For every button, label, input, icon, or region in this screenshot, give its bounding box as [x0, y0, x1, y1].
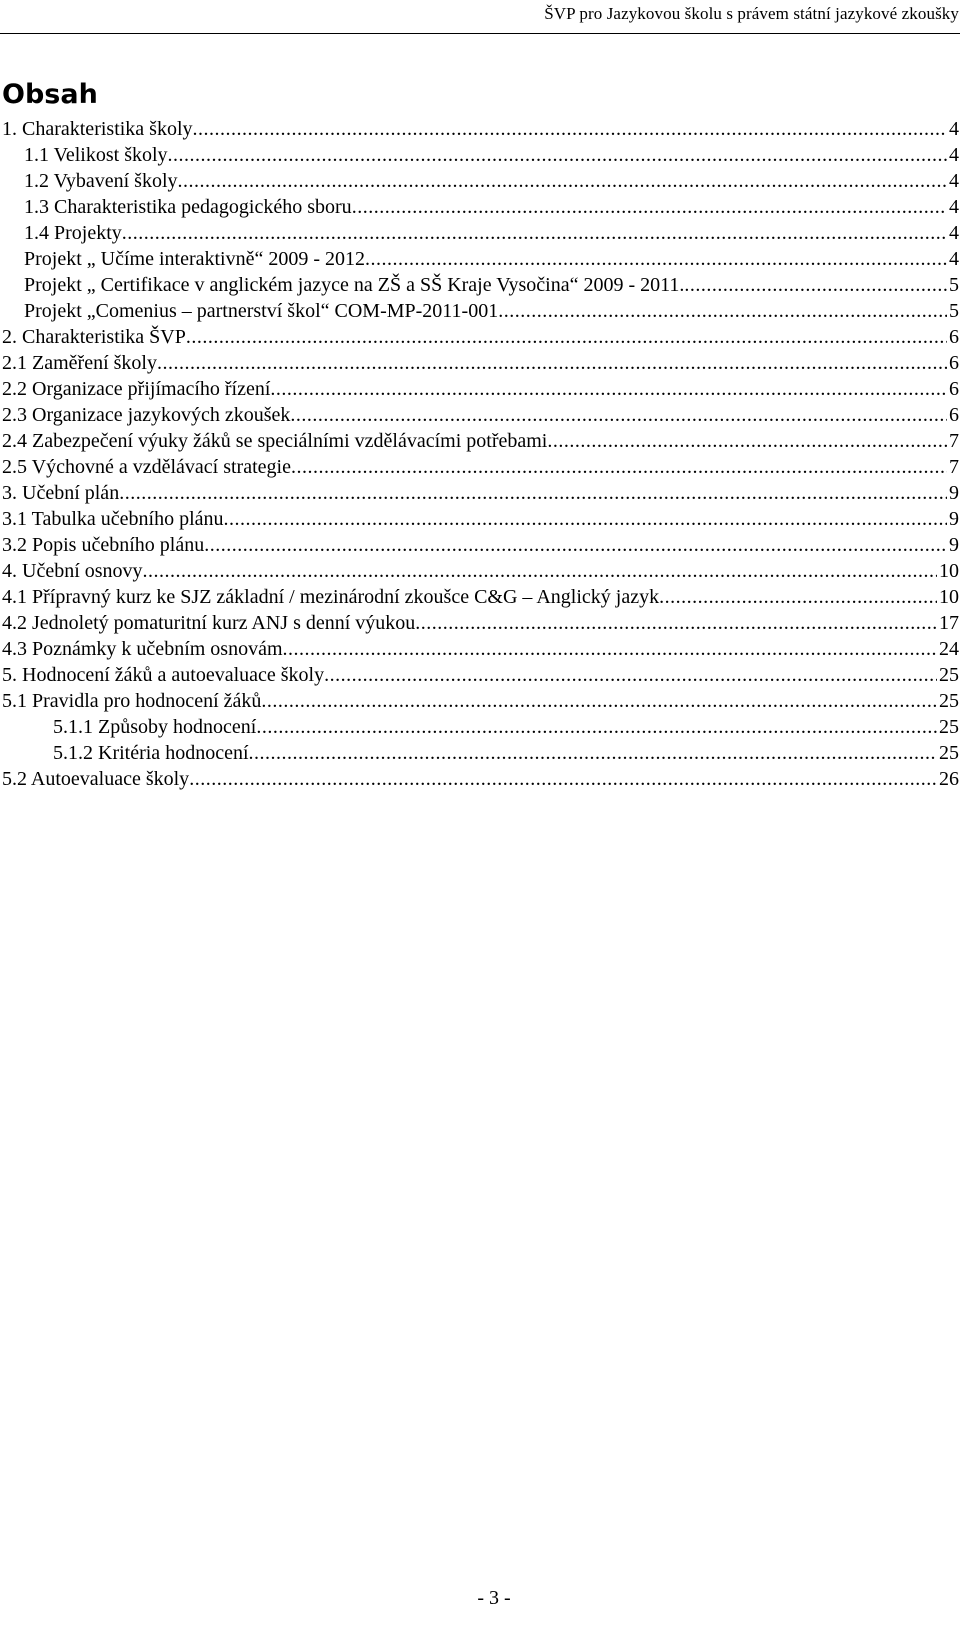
toc-entry[interactable]: [0, 324, 960, 350]
toc-entry-label: Projekt „Comenius – partnerství škol“ COM-MP-2011-001: [24, 300, 499, 322]
dot-leader: [684, 272, 947, 298]
toc-entry-label: 2.1 Zaměření školy: [2, 352, 157, 374]
toc-entry-page: 4: [949, 248, 959, 270]
toc-entry[interactable]: [0, 402, 960, 428]
toc-entry-label: 5. Hodnocení žáků a autoevaluace školy: [2, 664, 325, 686]
page-number: - 3 -: [477, 1587, 511, 1609]
toc-entry-label: 1.3 Charakteristika pedagogického sboru: [24, 196, 352, 218]
toc-entry-label: 3.2 Popis učebního plánu: [2, 534, 205, 556]
toc-entry[interactable]: [0, 766, 960, 792]
toc-entry-label: 3.1 Tabulka učebního plánu: [2, 508, 224, 530]
toc-entry-label: 2. Charakteristika ŠVP: [2, 326, 186, 348]
toc-entry[interactable]: [0, 194, 960, 220]
toc-entry[interactable]: [0, 558, 960, 584]
toc-entry-page: 4: [949, 196, 959, 218]
running-header: ŠVP pro Jazykovou školu s právem státní jazykové zkoušky: [544, 4, 959, 23]
dot-leader: [270, 376, 947, 402]
toc-entry-page: 9: [949, 482, 959, 504]
toc-entry-page: 25: [939, 664, 959, 686]
toc-title: Obsah: [2, 79, 98, 110]
toc-entry[interactable]: [0, 220, 960, 246]
toc-entry-page: 10: [939, 560, 959, 582]
toc-entry[interactable]: [0, 272, 960, 298]
toc-entry-label: 4.1 Přípravný kurz ke SJZ základní / mezinárodní zkoušce C&G – Anglický jazyk: [2, 586, 660, 608]
toc-entry-label: 3. Učební plán: [2, 482, 120, 504]
table-of-contents: [0, 116, 960, 792]
toc-entry-label: Projekt „ Certifikace v anglickém jazyce na ZŠ a SŠ Kraje Vysočina“ 2009 - 2011.: [24, 274, 685, 296]
toc-entry[interactable]: [0, 584, 960, 610]
toc-entry-label: 1.4 Projekty: [24, 222, 122, 244]
toc-entry[interactable]: [0, 298, 960, 324]
toc-entry-page: 4: [949, 144, 959, 166]
dot-leader: [283, 636, 937, 662]
toc-entry-page: 26: [939, 768, 959, 790]
toc-entry[interactable]: [0, 142, 960, 168]
toc-entry[interactable]: [0, 428, 960, 454]
toc-entry-page: 6: [949, 326, 959, 348]
dot-leader: [157, 350, 947, 376]
dot-leader: [261, 688, 937, 714]
dot-leader: [186, 324, 947, 350]
toc-entry[interactable]: [0, 740, 960, 766]
toc-entry-page: 6: [949, 404, 959, 426]
dot-leader: [168, 142, 947, 168]
dot-leader: [143, 558, 937, 584]
toc-entry-label: 5.1.2 Kritéria hodnocení: [53, 742, 249, 764]
toc-entry-page: 9: [949, 508, 959, 530]
toc-entry-page: 25: [939, 716, 959, 738]
dot-leader: [193, 116, 947, 142]
toc-entry-page: 4: [949, 170, 959, 192]
toc-entry-label: 1.1 Velikost školy: [24, 144, 168, 166]
toc-entry-page: 10: [939, 586, 959, 608]
toc-entry-page: 7: [949, 430, 959, 452]
toc-entry[interactable]: [0, 246, 960, 272]
toc-entry-label: Projekt „ Učíme interaktivně“ 2009 - 2012: [24, 248, 366, 270]
toc-entry-label: 4.2 Jednoletý pomaturitní kurz ANJ s denní výukou: [2, 612, 416, 634]
toc-entry[interactable]: [0, 688, 960, 714]
toc-entry-page: 17: [939, 612, 959, 634]
toc-entry-page: 4: [949, 222, 959, 244]
header-rule: [0, 33, 960, 34]
toc-entry-page: 7: [949, 456, 959, 478]
dot-leader: [324, 662, 937, 688]
toc-entry-page: 6: [949, 352, 959, 374]
dot-leader: [290, 402, 947, 428]
toc-entry[interactable]: [0, 376, 960, 402]
toc-entry-label: 4. Učební osnovy: [2, 560, 143, 582]
toc-entry-page: 6: [949, 378, 959, 400]
dot-leader: [178, 168, 947, 194]
toc-entry-label: 2.4 Zabezpečení výuky žáků se speciálními vzdělávacími potřebami: [2, 430, 548, 452]
toc-entry-page: 4: [949, 118, 959, 140]
dot-leader: [547, 428, 947, 454]
toc-entry[interactable]: [0, 662, 960, 688]
toc-entry[interactable]: [0, 480, 960, 506]
toc-entry-label: 2.3 Organizace jazykových zkoušek: [2, 404, 291, 426]
dot-leader: [122, 220, 947, 246]
toc-entry[interactable]: [0, 506, 960, 532]
dot-leader: [415, 610, 937, 636]
toc-entry[interactable]: [0, 636, 960, 662]
dot-leader: [119, 480, 947, 506]
toc-entry-page: 25: [939, 690, 959, 712]
dot-leader: [498, 298, 947, 324]
dot-leader: [291, 454, 947, 480]
toc-entry-page: 5: [949, 274, 959, 296]
toc-entry-label: 1.2 Vybavení školy: [24, 170, 178, 192]
toc-entry[interactable]: [0, 532, 960, 558]
dot-leader: [189, 766, 937, 792]
dot-leader: [659, 584, 937, 610]
toc-entry[interactable]: [0, 454, 960, 480]
dot-leader: [365, 246, 947, 272]
toc-entry-label: 1. Charakteristika školy: [2, 118, 193, 140]
toc-entry-label: 2.2 Organizace přijímacího řízení: [2, 378, 271, 400]
toc-entry-page: 25: [939, 742, 959, 764]
toc-entry[interactable]: [0, 610, 960, 636]
toc-entry-label: 5.1.1 Způsoby hodnocení: [53, 716, 257, 738]
toc-entry[interactable]: [0, 116, 960, 142]
toc-entry[interactable]: [0, 168, 960, 194]
toc-entry-page: 9: [949, 534, 959, 556]
toc-entry-label: 4.3 Poznámky k učebním osnovám: [2, 638, 283, 660]
dot-leader: [249, 740, 938, 766]
dot-leader: [204, 532, 947, 558]
dot-leader: [352, 194, 947, 220]
dot-leader: [224, 506, 947, 532]
toc-entry-page: 5: [949, 300, 959, 322]
toc-entry-label: 5.2 Autoevaluace školy: [2, 768, 190, 790]
toc-entry-label: 2.5 Výchovné a vzdělávací strategie: [2, 456, 291, 478]
toc-entry-label: 5.1 Pravidla pro hodnocení žáků: [2, 690, 262, 712]
dot-leader: [256, 714, 937, 740]
toc-entry-page: 24: [939, 638, 959, 660]
toc-entry[interactable]: [0, 350, 960, 376]
toc-entry[interactable]: [0, 714, 960, 740]
